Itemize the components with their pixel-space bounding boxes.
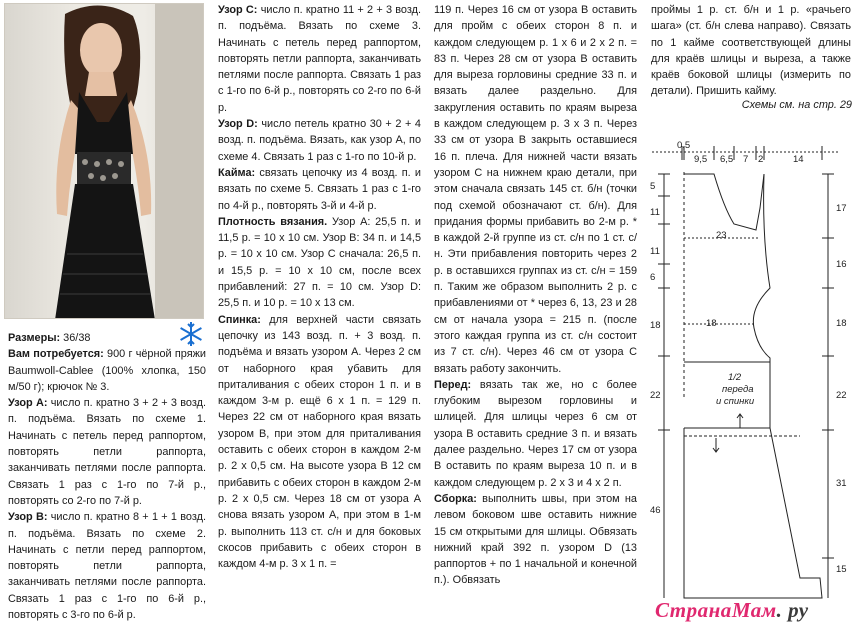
- top-dim-4: 7: [743, 154, 749, 165]
- pattern-d-text: число петель кратно 30 + 2 + 4 возд. п. подъёма. Вязать, как узор А, по схеме 4. Связать 1 раз с 1-го по 10-й р.: [218, 118, 421, 163]
- pattern-schematic: [650, 138, 855, 608]
- text-column-3: [434, 2, 637, 589]
- text-column-4: [651, 2, 851, 100]
- back-continued-text: 119 п. Через 16 см от узора В оставить для пройм с обеих сторон 8 п. и каждом следующем р. 1 х 6 и 2 х 2 п. = 83 п. Через 28 см от узора В оставить для выреза горловины средние 33 п. и вязать далее раздельно. Для закругления оставить по краям выреза в каждом следующем р. 3 х 3 п. Через 33 см от узора В закрыть оставшиеся 16 п. плеча. Для нижней части вязать узором С на нижнем краю детали, при этом сначала связать 145 ст. б/н (точки под схемой обозначают ст. б/н). Для придания формы прибавить во 2-м р. * в каждой 2-й группе из ст. с/н по 1 ст. с/н. Эти прибавления повторить через 2 р. в оставшихся группах из ст. с/н = 159 п. Таким же образом выполнить 2 р. с прибавлениями от * через 6, 13, 23 и 28 см от начала узора = 215 п. (после этого каждая группа из ст. с/н состоит из 7 ст. с/н). Через 46 см от узора С вязать работу закончить.: [434, 4, 637, 375]
- assembly-text: выполнить швы, при этом на левом боковом шве оставить нижние 15 см открытыми для шлицы. Обвязать нижний край 392 п. узором D (13 раппортов + по 1 начальной и конечной п.). Обвязать: [434, 492, 637, 587]
- left-dim-3: 11: [650, 246, 660, 257]
- right-dim-6: 15: [836, 564, 847, 575]
- logo-suffix: . ру: [776, 598, 809, 622]
- left-dim-5: 18: [650, 320, 661, 331]
- back-label: Спинка:: [218, 313, 261, 326]
- pattern-b-text: число п. кратно 8 + 1 + 1 возд. п. подъёма. Вязать по схеме 2. Начинать с петли перед раппортом, повторять петли раппорта, заканчивать петлями после раппорта. Связать 1 раз с 1-го по 6-й р., повторять с 3-го по 6-й р.: [8, 511, 207, 622]
- border-text: связать цепочку из 4 возд. п. и вязать по схеме 5. Связать 1 раз с 1-го по 4-й р., повторять 3-й и 4-й р.: [218, 166, 421, 212]
- materials-label: Вам потребуется:: [8, 348, 104, 361]
- left-dim-7: 46: [650, 505, 661, 516]
- right-dim-1: 17: [836, 203, 847, 214]
- pattern-d-label: Узор D:: [218, 118, 258, 131]
- top-dim-1: 0,5: [677, 140, 691, 151]
- schemes-caption: Схемы см. на стр. 29: [741, 99, 852, 111]
- left-dim-4: 6: [650, 272, 656, 283]
- text-column-1: [8, 330, 206, 623]
- sizes-value: 36/38: [60, 332, 91, 344]
- top-dim-5: 2: [758, 154, 764, 165]
- assembly-label: Сборка:: [434, 492, 477, 505]
- left-dim-2: 11: [650, 207, 660, 218]
- sizes-label: Размеры:: [8, 332, 61, 344]
- top-dim-6: 14: [793, 154, 804, 165]
- piece-label-1: 1/2: [728, 372, 742, 383]
- right-dim-2: 16: [836, 259, 847, 270]
- waist-width: 18: [706, 318, 717, 329]
- border-label: Кайма:: [218, 166, 256, 179]
- front-text: вязать так же, но с более глубоким вырезом горловины и шлицей. Для шлицы через 6 см от узора В оставить средние 3 п. и вязать далее раздельно. Через 17 см от узора В оставить по краям выреза 10 п. и в каждом следующем р. 2 х 3 и 4 х 2 п.: [434, 378, 637, 489]
- left-dim-6: 22: [650, 390, 661, 401]
- text-column-2: [218, 2, 421, 572]
- right-dim-5: 31: [836, 478, 847, 489]
- logo-second: Мам: [731, 598, 777, 622]
- gauge-text: Узор А: 25,5 п. и 11,5 р. = 10 х 10 см. Узор В: 34 п. и 14,5 р. = 10 х 10 см. Узор С сначала: 26,5 п. и 15,5 р. = 10 х 10 см, после всех прибавлений: 27 п. = 10 см. Узор D: 25,5 п. и 10 р. = 10 х 13 см.: [218, 215, 421, 310]
- back-text: для верхней части связать цепочку из 143 возд. п. + 3 возд. п. подъёма и вязать узором А. Через 2 см от наборного края убавить для приталивания с обеих сторон 1 п. и в каждом 3-м р. ещё 6 х 1 п. = 129 п. Через 22 см от наборного края вязать узором В, при этом для приталивания оставить с обеих сторон в каждом 2-м р. 2 х 0,5 см. На высоте узора В 12 см прибавить с обеих сторон в каждом 2-м р. 2 х 0,5 см. Через 18 см от узора А снова вязать узором А, при этом в 1-м р. выполнить 113 ст. с/н и для боковых скосов прибавить с обеих сторон в каждом 4-м р. 3 х 1 п. =: [218, 313, 421, 571]
- pattern-c-text: число п. кратно 11 + 2 + 3 возд. п. подъёма. Вязать по схеме 3. Начинать с петель перед раппортом, повторять петли раппорта, заканчивать петлями после раппорта. Связать 1 раз с 1-го по 6-й р., повторять со 2-го по 6-й р.: [218, 4, 421, 114]
- pattern-a-text: число п. кратно 3 + 2 + 3 возд. п. подъёма. Вязать по схеме 1. Начинать с петель перед раппортом, повторять петли раппорта, заканчивать петлями после раппорта. Связать 1 раз с 1-го по 7-й р., повторять со 2-го по 7-й р.: [8, 397, 207, 507]
- front-label: Перед:: [434, 378, 472, 391]
- top-dim-2: 9,5: [694, 154, 708, 165]
- dress-photo: [4, 3, 204, 319]
- logo-main: Страна: [655, 598, 732, 622]
- site-logo: [655, 598, 809, 623]
- pattern-b-label: Узор В:: [8, 511, 48, 524]
- assembly-continued-text: проймы 1 р. ст. б/н и 1 р. «рачьего шага» (ст. б/н слева направо). Связать по 1 кайме соответствующей длины для краёв шлицы и выреза, а также краёв боковой шлицы (измерить по детали). Пришить кайму.: [651, 4, 851, 98]
- materials-text: 900 г чёрной пряжи Baumwoll-Cablee (100% хлопка, 150 м/50 г); крючок № 3.: [8, 348, 206, 393]
- right-dim-3: 18: [836, 318, 847, 329]
- right-dim-4: 22: [836, 390, 847, 401]
- gauge-label: Плотность вязания.: [218, 215, 328, 228]
- pattern-c-label: Узор С:: [218, 4, 258, 16]
- piece-label-2: переда: [722, 384, 754, 395]
- left-dim-1: 5: [650, 181, 656, 192]
- top-dim-3: 6,5: [720, 154, 734, 165]
- bust-width: 23: [716, 230, 727, 241]
- piece-label-3: и спинки: [716, 396, 755, 407]
- pattern-a-label: Узор А:: [8, 397, 48, 410]
